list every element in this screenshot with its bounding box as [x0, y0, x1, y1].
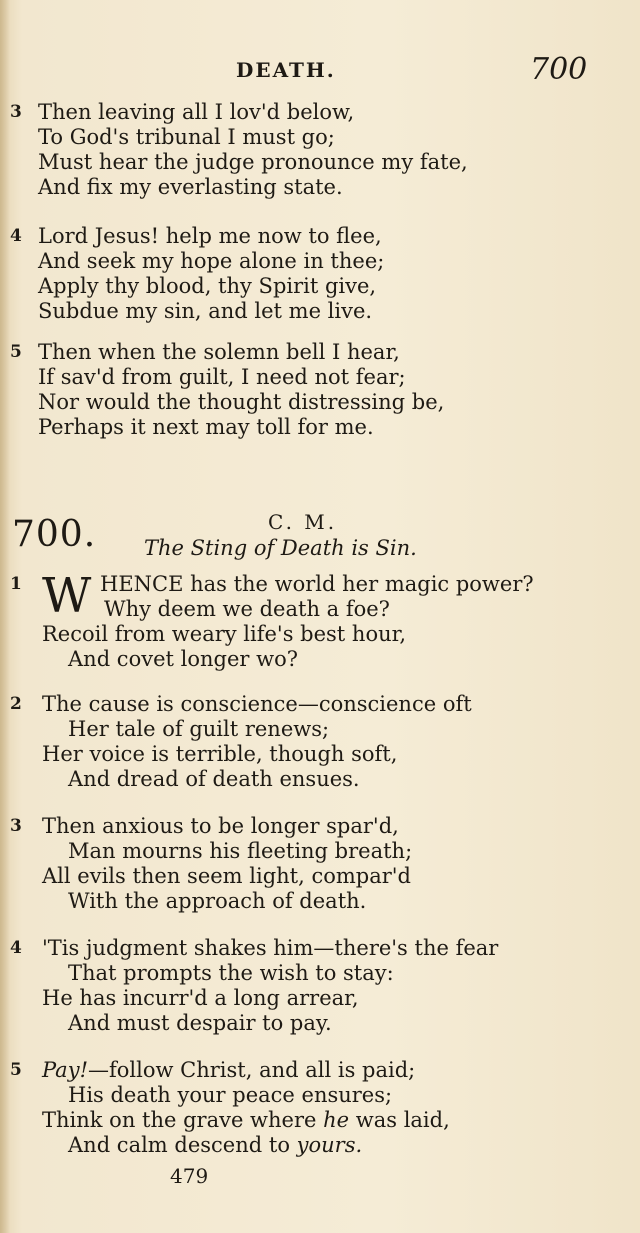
hymn-stanza-2 — [0, 692, 640, 792]
verse-line: To God's tribunal I must go; — [38, 125, 335, 149]
verse-line: If sav'd from guilt, I need not fear; — [38, 365, 406, 389]
hymn-stanza-1 — [0, 568, 640, 672]
stanza-number: 4 — [10, 938, 22, 958]
running-head: DEATH. — [236, 58, 336, 82]
stanza-number: 2 — [10, 694, 22, 714]
page-number: 479 — [170, 1164, 209, 1188]
verse-line: Her tale of guilt renews; — [68, 717, 330, 741]
verse-line: Must hear the judge pronounce my fate, — [38, 150, 468, 174]
prev-stanza-3 — [0, 100, 640, 200]
emphasis-yours: yours. — [296, 1133, 363, 1157]
stanza-number: 5 — [10, 342, 22, 362]
drop-cap: W — [42, 568, 92, 624]
verse-line-rest: —follow Christ, and all is paid; — [88, 1058, 416, 1082]
prev-stanza-5 — [0, 340, 640, 440]
verse-line: He has incurr'd a long arrear, — [42, 986, 359, 1010]
verse-line: Her voice is terrible, though soft, — [42, 742, 398, 766]
verse-line: HENCE has the world her magic power? — [100, 572, 534, 596]
verse-line: With the approach of death. — [68, 889, 367, 913]
verse-line — [42, 1058, 415, 1083]
verse-line: Then when the solemn bell I hear, — [38, 340, 400, 364]
verse-line: Lord Jesus! help me now to flee, — [38, 224, 382, 248]
header-hymn-number: 700 — [530, 52, 588, 87]
verse-line: 'Tis judgment shakes him—there's the fear — [42, 936, 499, 960]
stanza-number: 3 — [10, 102, 22, 122]
stanza-number: 1 — [10, 574, 22, 594]
verse-fragment: was laid, — [349, 1108, 450, 1132]
verse-line: And must despair to pay. — [68, 1011, 332, 1035]
verse-line: And dread of death ensues. — [68, 767, 360, 791]
verse-line: Apply thy blood, thy Spirit give, — [38, 274, 377, 298]
verse-line — [68, 1133, 362, 1158]
stanza-number: 5 — [10, 1060, 22, 1080]
verse-fragment: Think on the grave where — [42, 1108, 324, 1132]
verse-line: His death your peace ensures; — [68, 1083, 393, 1107]
verse-line: Man mourns his fleeting breath; — [68, 839, 413, 863]
verse-fragment: And calm descend to — [68, 1133, 297, 1157]
verse-line: And covet longer wo? — [68, 647, 298, 671]
verse-line: And fix my everlasting state. — [38, 175, 343, 199]
prev-stanza-4 — [0, 224, 640, 324]
hymn-title: The Sting of Death is Sin. — [144, 536, 417, 560]
hymn-meter: C. M. — [268, 510, 338, 534]
hymn-stanza-4 — [0, 936, 640, 1036]
verse-line: Recoil from weary life's best hour, — [42, 622, 407, 646]
hymn-number: 700. — [12, 514, 97, 555]
verse-line: Why deem we death a foe? — [104, 597, 390, 621]
stanza-number: 3 — [10, 816, 22, 836]
verse-line: All evils then seem light, compar'd — [42, 864, 411, 888]
emphasis-pay: Pay! — [42, 1058, 89, 1082]
verse-line: The cause is conscience—conscience oft — [42, 692, 472, 716]
hymn-heading — [0, 510, 640, 566]
verse-line: Nor would the thought distressing be, — [38, 390, 445, 414]
verse-line: Subdue my sin, and let me live. — [38, 299, 373, 323]
verse-line: Perhaps it next may toll for me. — [38, 415, 374, 439]
hymn-stanza-5 — [0, 1058, 640, 1158]
verse-line: Then leaving all I lov'd below, — [38, 100, 355, 124]
stanza-number: 4 — [10, 226, 22, 246]
verse-line: That prompts the wish to stay: — [68, 961, 394, 985]
emphasis-he: he — [323, 1108, 350, 1132]
verse-line — [42, 1108, 450, 1133]
page-header — [0, 52, 640, 92]
hymn-stanza-3 — [0, 814, 640, 914]
verse-line: And seek my hope alone in thee; — [38, 249, 385, 273]
verse-line: Then anxious to be longer spar'd, — [42, 814, 399, 838]
